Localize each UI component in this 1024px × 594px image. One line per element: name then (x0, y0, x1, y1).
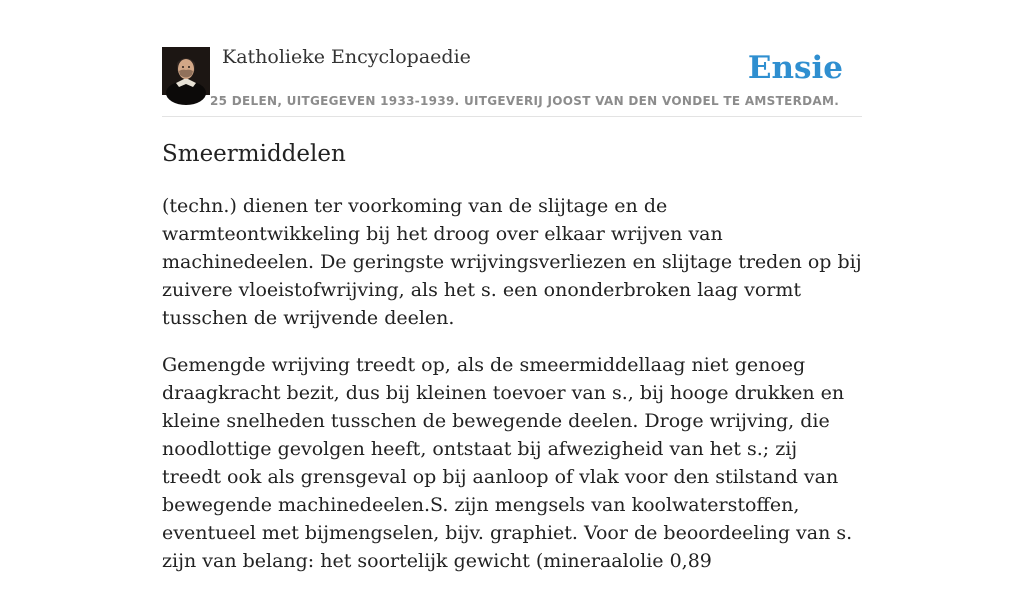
ensie-logo-link[interactable]: Ensie (747, 50, 843, 86)
article-paragraph: (techn.) dienen ter voorkoming van de slijtage en de warmteontwikkeling bij het droog over elkaar wrijven van machinedeelen. De geringste wrijvingsverliezen en slijtage treden op bij zuivere vloeistofwrijving, als het s. een ononderbroken laag vormt tusschen de wrijvende deelen. (162, 195, 862, 329)
article (162, 138, 862, 594)
article-title: Smeermiddelen (162, 141, 346, 167)
header (162, 46, 862, 117)
author-portrait-avatar[interactable] (162, 47, 210, 95)
portrait-icon (162, 47, 210, 95)
article-paragraph: Gemengde wrijving treedt op, als de smeermiddellaag niet genoeg draagkracht bezit, dus bij kleinen toevoer van s., bij hooge drukken en kleine snelheden tusschen de bewegende deelen. Droge wrijving, die noodlottige gevolgen heeft, ontstaat bij afwezigheid van het s.; zij treedt ook als grensgeval op bij aanloop of vlak voor den stilstand van bewegende machinedeelen.S. zijn mengsels van koolwaterstoffen, eventueel met bijmengselen, bijv. graphiet. Voor de beoordeeling van s. zijn van belang: het soortelijk gewicht (mineraalolie 0,89 (162, 354, 853, 572)
encyclopedia-subtitle: 25 DELEN, UITGEGEVEN 1933-1939. UITGEVERIJ JOOST VAN DEN VONDEL TE AMSTERDAM. (210, 94, 840, 108)
site-title[interactable]: Katholieke Encyclopaedie (222, 46, 471, 68)
